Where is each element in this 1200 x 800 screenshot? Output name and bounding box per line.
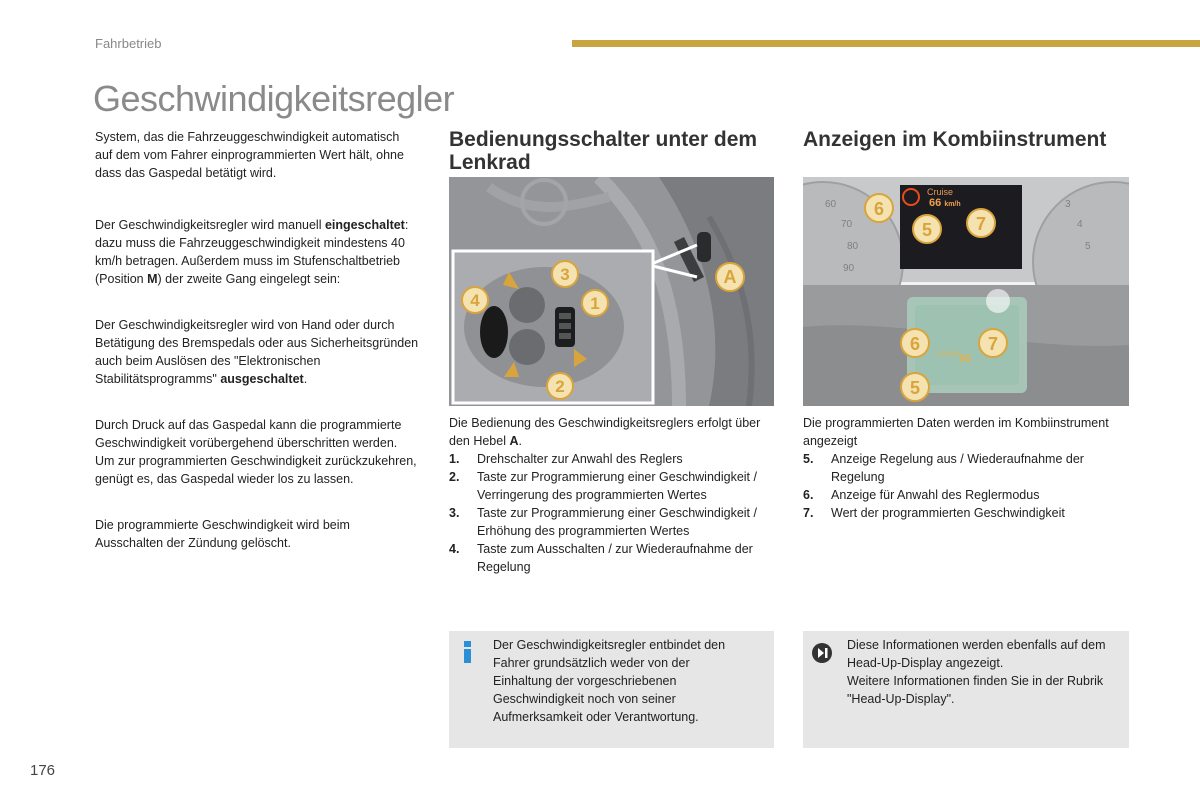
svg-text:5: 5 bbox=[1085, 241, 1091, 252]
svg-text:7: 7 bbox=[987, 334, 999, 354]
svg-text:6: 6 bbox=[909, 334, 921, 354]
svg-text:3: 3 bbox=[1065, 199, 1071, 210]
cluster-speed-readout: 66 km/h bbox=[929, 197, 961, 209]
svg-text:70: 70 bbox=[841, 219, 853, 230]
svg-text:4: 4 bbox=[470, 291, 480, 310]
hud-info-box bbox=[803, 631, 1129, 748]
svg-text:4: 4 bbox=[1077, 219, 1083, 230]
intro-text-column bbox=[95, 128, 420, 552]
svg-text:3: 3 bbox=[560, 265, 570, 284]
list-item: 5. Anzeige Regelung aus / Wiederaufnahme der Regelung bbox=[803, 452, 1084, 484]
hud-speed-readout: 90 bbox=[959, 353, 972, 365]
label-badge-7-hud bbox=[977, 327, 1009, 359]
display-caption bbox=[803, 414, 1133, 522]
list-item: 1. Drehschalter zur Anwahl des Reglers bbox=[449, 452, 683, 466]
controls-list bbox=[449, 450, 779, 576]
label-badge-4 bbox=[460, 285, 490, 315]
safety-info-text: Der Geschwindigkeitsregler entbindet den Fahrer grundsätzlich weder von der Einhaltung der vorgeschriebenen Geschwindigkeit noch von seiner Aufmerksamkeit oder Verantwortung. bbox=[493, 638, 726, 724]
svg-text:60: 60 bbox=[825, 199, 837, 210]
label-badge-3 bbox=[550, 259, 580, 289]
label-badge-6-hud bbox=[899, 327, 931, 359]
cluster-cruise-text: Cruise bbox=[927, 187, 954, 197]
list-item: 6. Anzeige für Anwahl des Reglermodus bbox=[803, 488, 1040, 502]
list-item: 3. Taste zur Programmierung einer Geschwindigkeit / Erhöhung des programmierten Wertes bbox=[449, 506, 757, 538]
paragraph-ignition: Die programmierte Geschwindigkeit wird beim Ausschalten der Zündung gelöscht. bbox=[95, 518, 350, 550]
svg-text:7: 7 bbox=[975, 214, 987, 234]
list-item: 7. Wert der programmierten Geschwindigkeit bbox=[803, 506, 1065, 520]
list-item: 2. Taste zur Programmierung einer Geschwindigkeit / Verringerung des programmierten Wertes bbox=[449, 470, 757, 502]
steering-controls-illustration bbox=[449, 177, 774, 406]
info-icon bbox=[460, 641, 476, 663]
hud-cruise-text: CRUISE bbox=[937, 352, 960, 358]
controls-caption-intro: Die Bedienung des Geschwindigkeitsreglers erfolgt über den Hebel A. bbox=[449, 416, 761, 448]
paragraph-activation: Der Geschwindigkeitsregler wird manuell eingeschaltet: dazu muss die Fahrzeuggeschwindigkeit mindestens 40 km/h betragen. Außerdem muss im Stufenschaltbetrieb (Position M) der zweite Gang eingelegt sein: bbox=[95, 218, 409, 286]
skip-forward-icon bbox=[811, 642, 833, 664]
paragraph-description: System, das die Fahrzeuggeschwindigkeit automatisch auf dem vom Fahrer einprogrammierten Wert hält, ohne dass das Gaspedal betätigt wird. bbox=[95, 130, 404, 180]
hud-info-text: Diese Informationen werden ebenfalls auf dem Head-Up-Display angezeigt. Weitere Informationen finden Sie in der Rubrik "Head-Up-Display". bbox=[847, 638, 1106, 706]
label-badge-A bbox=[714, 261, 746, 293]
svg-text:1: 1 bbox=[590, 294, 600, 313]
svg-text:5: 5 bbox=[921, 220, 933, 240]
label-badge-5-hud bbox=[899, 371, 931, 403]
safety-info-box bbox=[449, 631, 774, 748]
svg-text:A: A bbox=[723, 267, 737, 287]
svg-text:80: 80 bbox=[847, 241, 859, 252]
paragraph-deactivation: Der Geschwindigkeitsregler wird von Hand oder durch Betätigung des Bremspedals oder aus Sicherheitsgründen auch beim Auslösen des "Elektronischen Stabilitätsprogramms" ausgeschaltet. bbox=[95, 318, 419, 386]
label-badge-7-cluster bbox=[965, 207, 997, 239]
display-caption-intro: Die programmierten Daten werden im Kombiinstrument angezeigt bbox=[803, 416, 1109, 448]
svg-text:6: 6 bbox=[873, 199, 885, 219]
header-gold-bar bbox=[572, 40, 1200, 47]
cluster-display-illustration bbox=[803, 177, 1129, 406]
svg-text:5: 5 bbox=[909, 378, 921, 398]
controls-caption bbox=[449, 414, 779, 576]
svg-text:90: 90 bbox=[843, 263, 855, 274]
controls-heading: Bedienungsschalter unter dem Lenkrad bbox=[449, 128, 758, 174]
page-number: 176 bbox=[30, 762, 56, 779]
list-item: 4. Taste zum Ausschalten / zur Wiederaufnahme der Regelung bbox=[449, 542, 753, 574]
label-badge-1 bbox=[580, 288, 610, 318]
display-heading: Anzeigen im Kombiinstrument bbox=[803, 128, 1107, 151]
paragraph-override-a: Durch Druck auf das Gaspedal kann die programmierte Geschwindigkeit vorübergehend überschritten werden. bbox=[95, 418, 402, 450]
label-badge-5-cluster bbox=[911, 213, 943, 245]
svg-text:2: 2 bbox=[555, 377, 565, 396]
label-badge-6-cluster bbox=[863, 192, 895, 224]
label-badge-2 bbox=[545, 371, 575, 401]
display-list bbox=[803, 450, 1133, 522]
section-label: Fahrbetrieb bbox=[95, 36, 162, 51]
paragraph-override-b: Um zur programmierten Geschwindigkeit zurückzukehren, genügt es, das Gaspedal wieder los zu lassen. bbox=[95, 454, 417, 486]
page-title: Geschwindigkeitsregler bbox=[93, 78, 455, 119]
